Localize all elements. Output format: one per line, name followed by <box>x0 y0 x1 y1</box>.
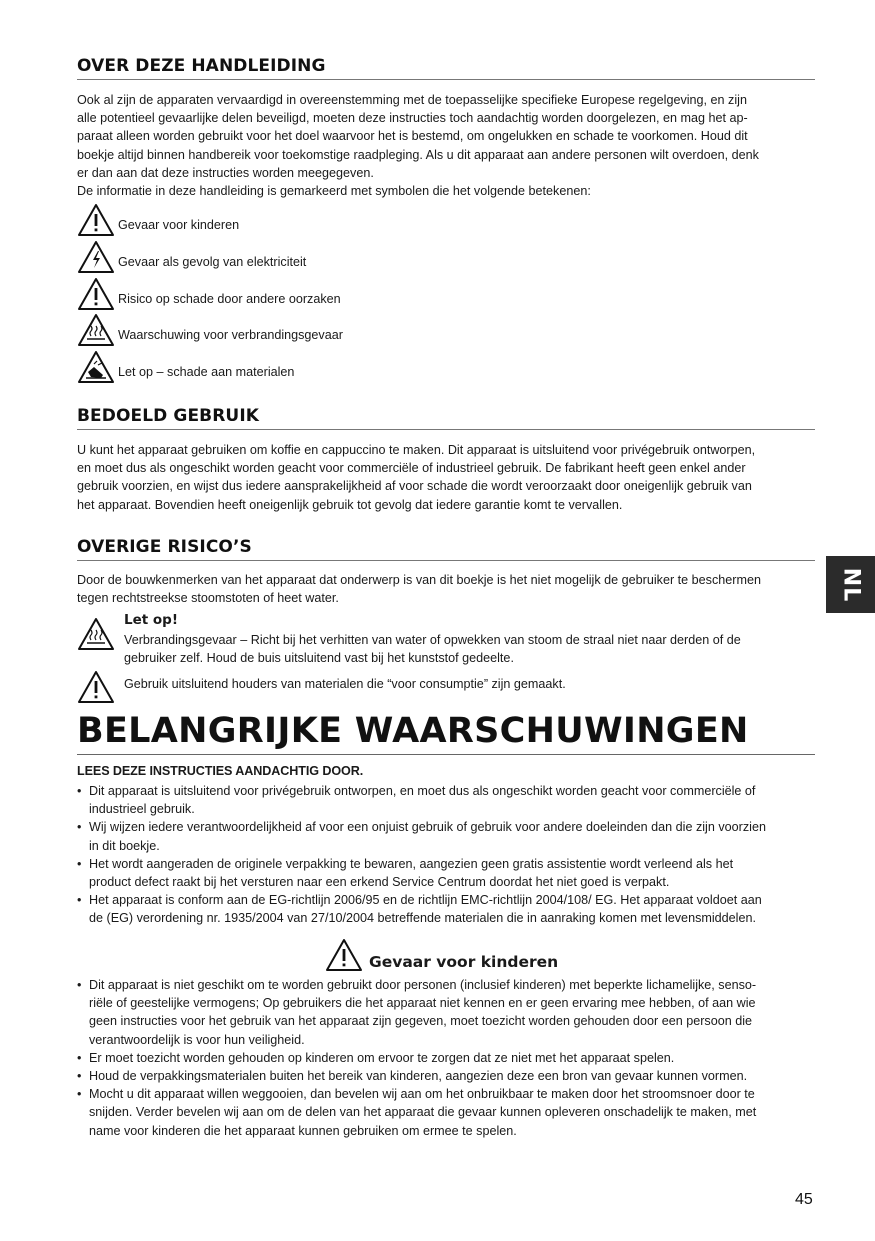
text-line: de (EG) verordening nr. 1935/2004 van 27/10/2004 betreffende materialen die in aanraking komen met levensmiddelen. <box>89 911 756 926</box>
children-warnings-list <box>77 976 815 1140</box>
list-item <box>77 891 815 927</box>
text-line: Ook al zijn de apparaten vervaardigd in overeenstemming met de toepasselijke specifieke Europese regelgeving, en zijn <box>77 93 747 107</box>
text-line: gebruiker zelf. Houd de buis uitsluitend vast bij het kunststof gedeelte. <box>124 651 514 666</box>
symbol-row-burn <box>77 313 577 347</box>
warnings-list <box>77 782 815 928</box>
text-line: Door de bouwkenmerken van het apparaat dat onderwerp is van dit boekje is het niet mogelijk de gebruiker te beschermen <box>77 573 761 587</box>
material-damage-warning-icon <box>77 350 115 384</box>
language-tab-label: NL <box>838 567 863 602</box>
hot-surface-warning-icon <box>77 313 115 347</box>
list-item <box>77 1085 815 1140</box>
list-item <box>77 818 815 854</box>
text-line: en moet dus als ongeschikt worden geacht voor commerciële of industrieel gebruik. De fabrikant heeft geen enkel ander <box>77 461 746 476</box>
page-number: 45 <box>795 1191 813 1208</box>
list-item <box>77 855 815 891</box>
symbol-row-material <box>77 350 577 384</box>
text-line: industrieel gebruik. <box>89 802 195 817</box>
text-line: Verbrandingsgevaar – Richt bij het verhitten van water of opwekken van stoom de straal niet naar derden of de <box>124 633 741 647</box>
text-line: riële of geestelijke vermogens; Op gebruikers die het apparaat niet kennen en er geen ervaring mee hebben, of aan wie <box>89 996 756 1011</box>
children-danger-title: Gevaar voor kinderen <box>369 953 559 971</box>
symbol-label: Waarschuwing voor verbrandingsgevaar <box>118 328 343 342</box>
manual-intro-paragraph <box>77 91 815 200</box>
symbol-label: Gevaar als gevolg van elektriciteit <box>118 255 307 269</box>
manual-page <box>77 0 815 1241</box>
symbol-label: Let op – schade aan materialen <box>118 365 295 379</box>
symbol-row-children <box>77 203 577 237</box>
list-item <box>77 976 815 1049</box>
text-line: er dan aan dat deze instructies worden meegegeven. <box>77 165 374 180</box>
text-line: tegen rechtstreekse stoomstoten of heet water. <box>77 591 339 606</box>
symbol-row-other-damage <box>77 277 577 311</box>
text-line: in dit boekje. <box>89 838 160 853</box>
text-line: • Houd de verpakkingsmaterialen buiten het bereik van kinderen, aangezien deze een bron van gevaar kunnen vormen. <box>89 1069 748 1084</box>
list-item <box>77 1067 815 1085</box>
symbol-label: Gevaar voor kinderen <box>118 218 240 232</box>
text-line: boekje altijd binnen handbereik voor toekomstige raadpleging. Als u dit apparaat aan andere personen wilt overdoen, denk <box>77 147 759 162</box>
text-line: verantwoordelijk is voor hun veiligheid. <box>89 1032 305 1047</box>
section-title-use: BEDOELD GEBRUIK <box>77 406 815 430</box>
symbol-label: Risico op schade door andere oorzaken <box>118 292 341 306</box>
text-line: • Mocht u dit apparaat willen weggooien, dan bevelen wij aan om het onbruikbaar te maken door het stroomsnoer door te <box>89 1087 755 1102</box>
text-line: • Dit apparaat is niet geschikt om te worden gebruikt door personen (inclusief kinderen) met beperkte lichamelijke, senso- <box>89 978 757 992</box>
hot-surface-warning-icon <box>77 617 115 651</box>
note-paragraph <box>124 631 815 667</box>
exclamation-warning-icon <box>325 938 363 972</box>
note2-text: Gebruik uitsluitend houders van materialen die “voor consumptie” zijn gemaakt. <box>124 677 566 691</box>
text-line: • Er moet toezicht worden gehouden op kinderen om ervoor te zorgen dat ze niet met het apparaat spelen. <box>89 1050 675 1065</box>
use-paragraph <box>77 441 815 514</box>
electric-warning-icon <box>77 240 115 274</box>
warnings-intro: LEES DEZE INSTRUCTIES AANDACHTIG DOOR. <box>77 764 364 778</box>
exclamation-warning-icon <box>77 670 115 704</box>
exclamation-warning-icon <box>77 203 115 237</box>
text-line: • Wij wijzen iedere verantwoordelijkheid af voor een onjuist gebruik of gebruik voor andere doeleinden dan die zijn voorzien <box>89 820 766 835</box>
text-line: gebruik voorzien, en wijst dus iedere aansprakelijkheid af voor schade die wordt veroorzaakt door oneigenlijk gebruik van <box>77 479 752 494</box>
exclamation-warning-icon <box>77 277 115 311</box>
section-title-risks: OVERIGE RISICO’S <box>77 537 815 561</box>
text-line: U kunt het apparaat gebruiken om koffie en cappuccino te maken. Dit apparaat is uitsluitend voor privégebruik ontworpen, <box>77 443 756 457</box>
list-item <box>77 1049 815 1067</box>
text-line: product defect raakt bij het versturen naar een erkend Service Centrum doordat het niet goed is verpakt. <box>89 875 670 890</box>
text-line: geen instructies voor het gebruik van het apparaat zijn gegeven, moet toezicht worden gehouden door een persoon die <box>89 1014 753 1029</box>
text-line: het apparaat. Bovendien heeft oneigenlijk gebruik tot gevolg dat iedere garantie komt te vervallen. <box>77 497 623 512</box>
main-title-warnings: BELANGRIJKE WAARSCHUWINGEN <box>77 710 815 755</box>
language-tab <box>826 556 875 613</box>
text-line: name voor kinderen die het apparaat kunnen gebruiken om ermee te spelen. <box>89 1123 517 1138</box>
note-title: Let op! <box>124 612 179 628</box>
text-line: • Dit apparaat is uitsluitend voor privégebruik ontworpen, en moet dus als ongeschikt worden geacht voor commerciële of <box>89 784 756 798</box>
text-line: snijden. Verder bevelen wij aan om de delen van het apparaat die gevaar kunnen opleveren onschadelijk te maken, met <box>89 1105 757 1120</box>
text-line: De informatie in deze handleiding is gemarkeerd met symbolen die het volgende betekenen: <box>77 184 591 199</box>
text-line: • Het wordt aangeraden de originele verpakking te bewaren, aangezien geen gratis assistentie wordt verleend als het <box>89 856 734 871</box>
text-line: paraat alleen worden gebruikt voor het doel waarvoor het is bestemd, om ongelukken en schade te voorkomen. Houd dit <box>77 129 748 144</box>
list-item <box>77 782 815 818</box>
risks-paragraph <box>77 571 815 607</box>
text-line: alle potentieel gevaarlijke delen beveiligd, moeten deze instructies toch aandachtig worden doorgelezen, en mag het ap- <box>77 111 748 126</box>
section-title-manual: OVER DEZE HANDLEIDING <box>77 56 815 80</box>
symbol-row-electricity <box>77 240 577 274</box>
text-line: • Het apparaat is conform aan de EG-richtlijn 2006/95 en de richtlijn EMC-richtlijn 2004/108/ EG. Het apparaat voldoet aan <box>89 893 762 908</box>
